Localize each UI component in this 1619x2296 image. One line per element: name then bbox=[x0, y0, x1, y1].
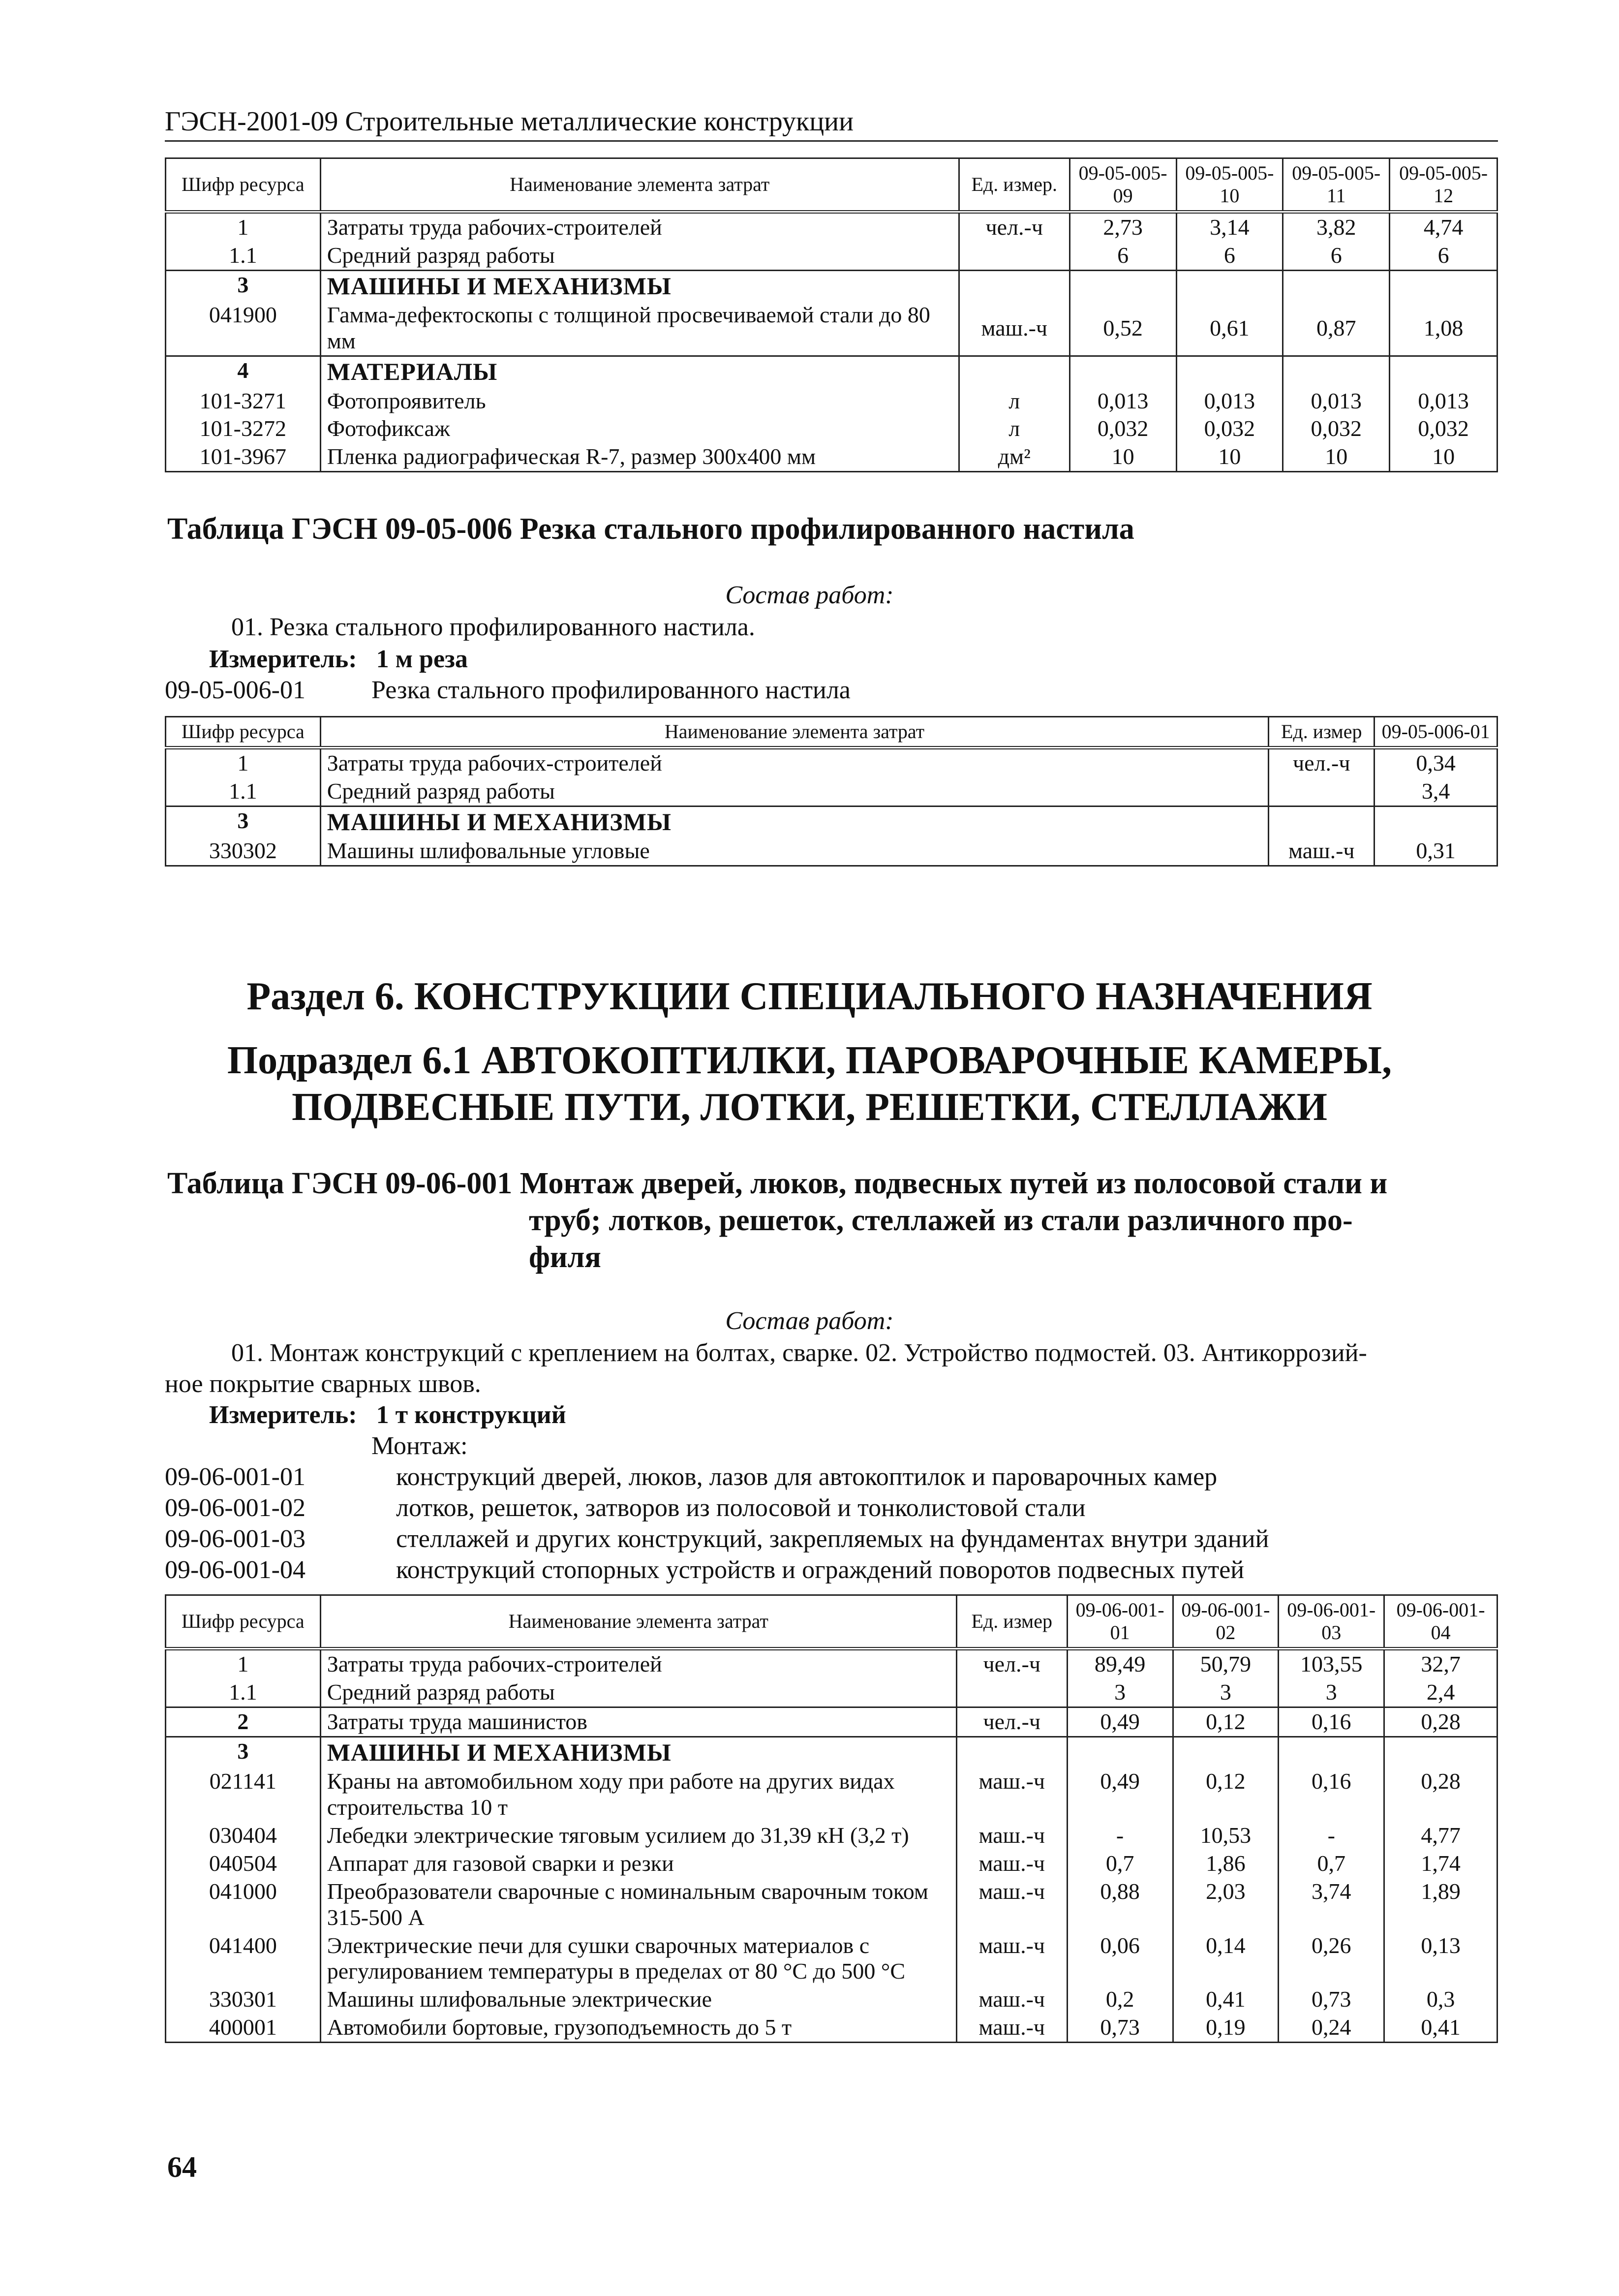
table-row bbox=[166, 1649, 1497, 1678]
cell-value: 2,73 bbox=[1069, 212, 1176, 242]
table-title-09-05-006: Таблица ГЭСН 09-05-006 Резка стального профилированного настила bbox=[167, 512, 1134, 546]
cell-value: 0,73 bbox=[1279, 1986, 1384, 2014]
table-row bbox=[166, 1878, 1497, 1932]
cell-code: 101-3272 bbox=[166, 415, 321, 443]
header-name: Наименование элемента затрат bbox=[320, 1595, 956, 1649]
header-name: Наименование элемента затрат bbox=[320, 717, 1269, 748]
cell-value: 0,41 bbox=[1384, 2014, 1497, 2042]
cell-value: 0,12 bbox=[1173, 1707, 1279, 1737]
table-row bbox=[166, 1822, 1497, 1850]
subsection-title-line1: Подраздел 6.1 АВТОКОПТИЛКИ, ПАРОВАРОЧНЫЕ КАМЕРЫ, bbox=[227, 1039, 1392, 1082]
cell-name: Преобразователи сварочные с номинальным сварочным током 315-500 А bbox=[320, 1878, 956, 1932]
cell-value: 0,13 bbox=[1384, 1932, 1497, 1986]
table-title-09-06-001 bbox=[167, 1166, 1387, 1201]
header-unit: Ед. измер bbox=[956, 1595, 1067, 1649]
cell-value: 10 bbox=[1176, 443, 1283, 471]
item-code: 09-05-006-01 bbox=[165, 676, 305, 704]
cell-value: 0,61 bbox=[1176, 301, 1283, 356]
cell-unit: л bbox=[959, 387, 1069, 415]
cell-value: 0,41 bbox=[1173, 1986, 1279, 2014]
cell-unit: маш.-ч bbox=[959, 301, 1069, 356]
cell-value: 0,49 bbox=[1067, 1768, 1173, 1822]
table-title-line3: филя bbox=[529, 1241, 601, 1274]
cell-value: 10,53 bbox=[1173, 1822, 1279, 1850]
cell-unit: маш.-ч bbox=[956, 1822, 1067, 1850]
table-header-row bbox=[166, 1595, 1497, 1649]
cell-unit: чел.-ч bbox=[1269, 748, 1375, 777]
cell-code: 330301 bbox=[166, 1986, 321, 2014]
header-col: 09-06-001-01 bbox=[1067, 1595, 1173, 1649]
cell-value: 3 bbox=[1067, 1678, 1173, 1707]
cell-code: 400001 bbox=[166, 2014, 321, 2042]
table-row bbox=[166, 1986, 1497, 2014]
section-row bbox=[166, 356, 1497, 387]
item-name: стеллажей и других конструкций, закрепляемых на фундаментах внутри зданий bbox=[396, 1525, 1269, 1553]
cell-name: Затраты труда рабочих-строителей bbox=[320, 212, 959, 242]
cell-value: 0,3 bbox=[1384, 1986, 1497, 2014]
cell-code: 2 bbox=[166, 1707, 321, 1737]
cell-name: Средний разряд работы bbox=[320, 777, 1269, 806]
cell-unit: маш.-ч bbox=[956, 2014, 1067, 2042]
cell-code: 330302 bbox=[166, 837, 321, 866]
section-title: Раздел 6. КОНСТРУКЦИИ СПЕЦИАЛЬНОГО НАЗНАЧЕНИЯ bbox=[246, 975, 1373, 1018]
cell-value: 0,31 bbox=[1375, 837, 1497, 866]
cell-value: 0,87 bbox=[1283, 301, 1390, 356]
cell-value: 2,4 bbox=[1384, 1678, 1497, 1707]
cell-code: 1 bbox=[166, 1649, 321, 1678]
cell-value: - bbox=[1067, 1822, 1173, 1850]
izmeritel bbox=[209, 645, 468, 674]
page-number: 64 bbox=[167, 2151, 197, 2183]
cell-value: 0,2 bbox=[1067, 1986, 1173, 2014]
table-row bbox=[166, 242, 1497, 270]
table-title-text: Монтаж дверей, люков, подвесных путей из полосовой стали и bbox=[519, 1167, 1388, 1200]
table-row bbox=[166, 1932, 1497, 1986]
cell-unit: чел.-ч bbox=[959, 212, 1069, 242]
cell-code: 1.1 bbox=[166, 242, 321, 270]
cell-value: 3,14 bbox=[1176, 212, 1283, 242]
header-unit: Ед. измер bbox=[1269, 717, 1375, 748]
section-title: МАШИНЫ И МЕХАНИЗМЫ bbox=[320, 270, 959, 301]
cell-unit: маш.-ч bbox=[956, 1850, 1067, 1878]
cell-value: 3 bbox=[1173, 1678, 1279, 1707]
cell-code: 021141 bbox=[166, 1768, 321, 1822]
cell-name: Средний разряд работы bbox=[320, 242, 959, 270]
cell-value: 0,49 bbox=[1067, 1707, 1173, 1737]
item-name: Резка стального профилированного настила bbox=[371, 676, 851, 704]
cell-value: 0,19 bbox=[1173, 2014, 1279, 2042]
cell-name: Гамма-дефектоскопы с толщиной просвечиваемой стали до 80 мм bbox=[320, 301, 959, 356]
cell-name: Затраты труда машинистов bbox=[320, 1707, 956, 1737]
table-row bbox=[166, 2014, 1497, 2042]
section-row bbox=[166, 806, 1497, 837]
section-title: МАШИНЫ И МЕХАНИЗМЫ bbox=[320, 1737, 956, 1768]
cell-value: 103,55 bbox=[1279, 1649, 1384, 1678]
cell-value: 0,16 bbox=[1279, 1768, 1384, 1822]
cell-value: 0,013 bbox=[1283, 387, 1390, 415]
sostav-label: Состав работ: bbox=[725, 581, 894, 609]
item-name: лотков, решеток, затворов из полосовой и тонколистовой стали bbox=[396, 1494, 1086, 1522]
header-col: 09-05-005-11 bbox=[1283, 158, 1390, 212]
header-name: Наименование элемента затрат bbox=[320, 158, 959, 212]
header-col: 09-06-001-03 bbox=[1279, 1595, 1384, 1649]
table-header-row bbox=[166, 717, 1497, 748]
cell-name: Автомобили бортовые, грузоподъемность до 5 т bbox=[320, 2014, 956, 2042]
cell-value: 3,74 bbox=[1279, 1878, 1384, 1932]
table-title-line2: труб; лотков, решеток, стеллажей из стали различного про- bbox=[529, 1204, 1353, 1237]
cell-value: 10 bbox=[1069, 443, 1176, 471]
cell-code: 1.1 bbox=[166, 777, 321, 806]
cell-code: 3 bbox=[166, 806, 321, 837]
section-row bbox=[166, 270, 1497, 301]
header-col: 09-06-001-02 bbox=[1173, 1595, 1279, 1649]
cell-code: 041900 bbox=[166, 301, 321, 356]
cell-value: 0,52 bbox=[1069, 301, 1176, 356]
cell-value: 3,4 bbox=[1375, 777, 1497, 806]
cell-code: 1.1 bbox=[166, 1678, 321, 1707]
cell-name: Затраты труда рабочих-строителей bbox=[320, 1649, 956, 1678]
item-code: 09-06-001-04 bbox=[165, 1556, 305, 1584]
header-code: Шифр ресурса bbox=[166, 717, 321, 748]
cell-unit: маш.-ч bbox=[1269, 837, 1375, 866]
cell-value: 6 bbox=[1069, 242, 1176, 270]
cell-value: 0,24 bbox=[1279, 2014, 1384, 2042]
cell-name: Лебедки электрические тяговым усилием до 31,39 кН (3,2 т) bbox=[320, 1822, 956, 1850]
table-header-row bbox=[166, 158, 1497, 212]
cell-value: 0,013 bbox=[1390, 387, 1497, 415]
header-unit: Ед. измер. bbox=[959, 158, 1069, 212]
cell-value: 0,032 bbox=[1176, 415, 1283, 443]
cell-value: 0,032 bbox=[1390, 415, 1497, 443]
cell-unit bbox=[1269, 777, 1375, 806]
header-col: 09-05-005-12 bbox=[1390, 158, 1497, 212]
cell-value: 50,79 bbox=[1173, 1649, 1279, 1678]
table-row bbox=[166, 1707, 1497, 1737]
cell-value: 0,06 bbox=[1067, 1932, 1173, 1986]
subsection-title-line2: ПОДВЕСНЫЕ ПУТИ, ЛОТКИ, РЕШЕТКИ, СТЕЛЛАЖИ bbox=[292, 1086, 1327, 1129]
izmeritel-label: Измеритель: bbox=[209, 1401, 357, 1429]
cell-code: 041000 bbox=[166, 1878, 321, 1932]
cell-value: 0,34 bbox=[1375, 748, 1497, 777]
sostav-line2: ное покрытие сварных швов. bbox=[165, 1370, 481, 1398]
header-col: 09-05-005-10 bbox=[1176, 158, 1283, 212]
item-name: конструкций дверей, люков, лазов для автокоптилок и пароварочных камер bbox=[396, 1463, 1218, 1491]
table-row bbox=[166, 748, 1497, 777]
cell-name: Машины шлифовальные электрические bbox=[320, 1986, 956, 2014]
cell-code: 030404 bbox=[166, 1822, 321, 1850]
cell-code: 3 bbox=[166, 1737, 321, 1768]
cell-value: 0,28 bbox=[1384, 1707, 1497, 1737]
cell-code: 041400 bbox=[166, 1932, 321, 1986]
table-row bbox=[166, 212, 1497, 242]
cell-value: 0,032 bbox=[1069, 415, 1176, 443]
cell-name: Электрические печи для сушки сварочных материалов с регулированием температуры в пределах от 80 °С до 500 °С bbox=[320, 1932, 956, 1986]
cell-value: 3 bbox=[1279, 1678, 1384, 1707]
izmeritel bbox=[209, 1400, 566, 1429]
header-col: 09-06-001-04 bbox=[1384, 1595, 1497, 1649]
cell-value: 0,013 bbox=[1176, 387, 1283, 415]
cell-name: Фотопроявитель bbox=[320, 387, 959, 415]
header-code: Шифр ресурса bbox=[166, 158, 321, 212]
cell-code: 4 bbox=[166, 356, 321, 387]
montazh-label: Монтаж: bbox=[371, 1432, 468, 1460]
cell-value: 0,12 bbox=[1173, 1768, 1279, 1822]
cell-code: 1 bbox=[166, 748, 321, 777]
cell-code: 101-3271 bbox=[166, 387, 321, 415]
cell-value: - bbox=[1279, 1822, 1384, 1850]
header-col: 09-05-006-01 bbox=[1375, 717, 1497, 748]
cell-value: 0,14 bbox=[1173, 1932, 1279, 1986]
table-row bbox=[166, 1768, 1497, 1822]
header-code: Шифр ресурса bbox=[166, 1595, 321, 1649]
cell-value: 2,03 bbox=[1173, 1878, 1279, 1932]
cell-unit: маш.-ч bbox=[956, 1878, 1067, 1932]
cell-value: 6 bbox=[1390, 242, 1497, 270]
table-09-06-001 bbox=[165, 1594, 1498, 2043]
cell-unit bbox=[956, 1678, 1067, 1707]
cell-name: Фотофиксаж bbox=[320, 415, 959, 443]
cell-unit: маш.-ч bbox=[956, 1932, 1067, 1986]
cell-value: 0,7 bbox=[1279, 1850, 1384, 1878]
table-09-05-006 bbox=[165, 716, 1498, 867]
cell-value: 0,7 bbox=[1067, 1850, 1173, 1878]
cell-unit: л bbox=[959, 415, 1069, 443]
cell-value: 32,7 bbox=[1384, 1649, 1497, 1678]
item-code: 09-06-001-01 bbox=[165, 1463, 305, 1491]
table-row bbox=[166, 1850, 1497, 1878]
cell-value: 1,86 bbox=[1173, 1850, 1279, 1878]
section-title: МАШИНЫ И МЕХАНИЗМЫ bbox=[320, 806, 1269, 837]
cell-code: 101-3967 bbox=[166, 443, 321, 471]
cell-value: 10 bbox=[1390, 443, 1497, 471]
cell-value: 10 bbox=[1283, 443, 1390, 471]
cell-value: 0,013 bbox=[1069, 387, 1176, 415]
section-title: МАТЕРИАЛЫ bbox=[320, 356, 959, 387]
cell-name: Затраты труда рабочих-строителей bbox=[320, 748, 1269, 777]
table-row bbox=[166, 1678, 1497, 1707]
izmeritel-value: 1 м реза bbox=[376, 645, 468, 673]
cell-unit: маш.-ч bbox=[956, 1986, 1067, 2014]
cell-unit: чел.-ч bbox=[956, 1707, 1067, 1737]
cell-name: Средний разряд работы bbox=[320, 1678, 956, 1707]
cell-unit: маш.-ч bbox=[956, 1768, 1067, 1822]
cell-value: 0,73 bbox=[1067, 2014, 1173, 2042]
cell-name: Краны на автомобильном ходу при работе на других видах строительства 10 т bbox=[320, 1768, 956, 1822]
running-header: ГЭСН-2001-09 Строительные металлические конструкции bbox=[165, 106, 1498, 142]
cell-code: 1 bbox=[166, 212, 321, 242]
cell-value: 3,82 bbox=[1283, 212, 1390, 242]
izmeritel-value: 1 т конструкций bbox=[376, 1401, 566, 1429]
cell-value: 4,74 bbox=[1390, 212, 1497, 242]
cell-value: 1,89 bbox=[1384, 1878, 1497, 1932]
cell-name: Машины шлифовальные угловые bbox=[320, 837, 1269, 866]
cell-value: 1,74 bbox=[1384, 1850, 1497, 1878]
item-code: 09-06-001-03 bbox=[165, 1525, 305, 1553]
item-code: 09-06-001-02 bbox=[165, 1494, 305, 1522]
cell-unit bbox=[959, 242, 1069, 270]
cell-value: 6 bbox=[1283, 242, 1390, 270]
cell-code: 3 bbox=[166, 270, 321, 301]
table-row bbox=[166, 777, 1497, 806]
cell-unit: чел.-ч bbox=[956, 1649, 1067, 1678]
cell-value: 6 bbox=[1176, 242, 1283, 270]
sostav-label: Состав работ: bbox=[725, 1307, 894, 1335]
sostav-line1: 01. Монтаж конструкций с креплением на болтах, сварке. 02. Устройство подмостей. 03. Антикоррозий- bbox=[231, 1339, 1367, 1367]
cell-value: 0,26 bbox=[1279, 1932, 1384, 1986]
cell-code: 040504 bbox=[166, 1850, 321, 1878]
table-row bbox=[166, 387, 1497, 415]
cell-value: 0,88 bbox=[1067, 1878, 1173, 1932]
header-col: 09-05-005-09 bbox=[1069, 158, 1176, 212]
cell-value: 1,08 bbox=[1390, 301, 1497, 356]
izmeritel-label: Измеритель: bbox=[209, 645, 357, 673]
table-title-lead: Таблица ГЭСН 09-06-001 bbox=[167, 1167, 513, 1200]
cell-unit: дм² bbox=[959, 443, 1069, 471]
cell-value: 4,77 bbox=[1384, 1822, 1497, 1850]
cell-value: 0,16 bbox=[1279, 1707, 1384, 1737]
table-row bbox=[166, 415, 1497, 443]
sostav-text: 01. Резка стального профилированного настила. bbox=[231, 613, 755, 641]
table-09-05-005 bbox=[165, 157, 1498, 472]
cell-name: Аппарат для газовой сварки и резки bbox=[320, 1850, 956, 1878]
table-row bbox=[166, 443, 1497, 471]
table-row bbox=[166, 301, 1497, 356]
cell-name: Пленка радиографическая R-7, размер 300х400 мм bbox=[320, 443, 959, 471]
section-row bbox=[166, 1737, 1497, 1768]
table-row bbox=[166, 837, 1497, 866]
cell-value: 89,49 bbox=[1067, 1649, 1173, 1678]
cell-value: 0,28 bbox=[1384, 1768, 1497, 1822]
cell-value: 0,032 bbox=[1283, 415, 1390, 443]
item-name: конструкций стопорных устройств и ограждений поворотов подвесных путей bbox=[396, 1556, 1245, 1584]
